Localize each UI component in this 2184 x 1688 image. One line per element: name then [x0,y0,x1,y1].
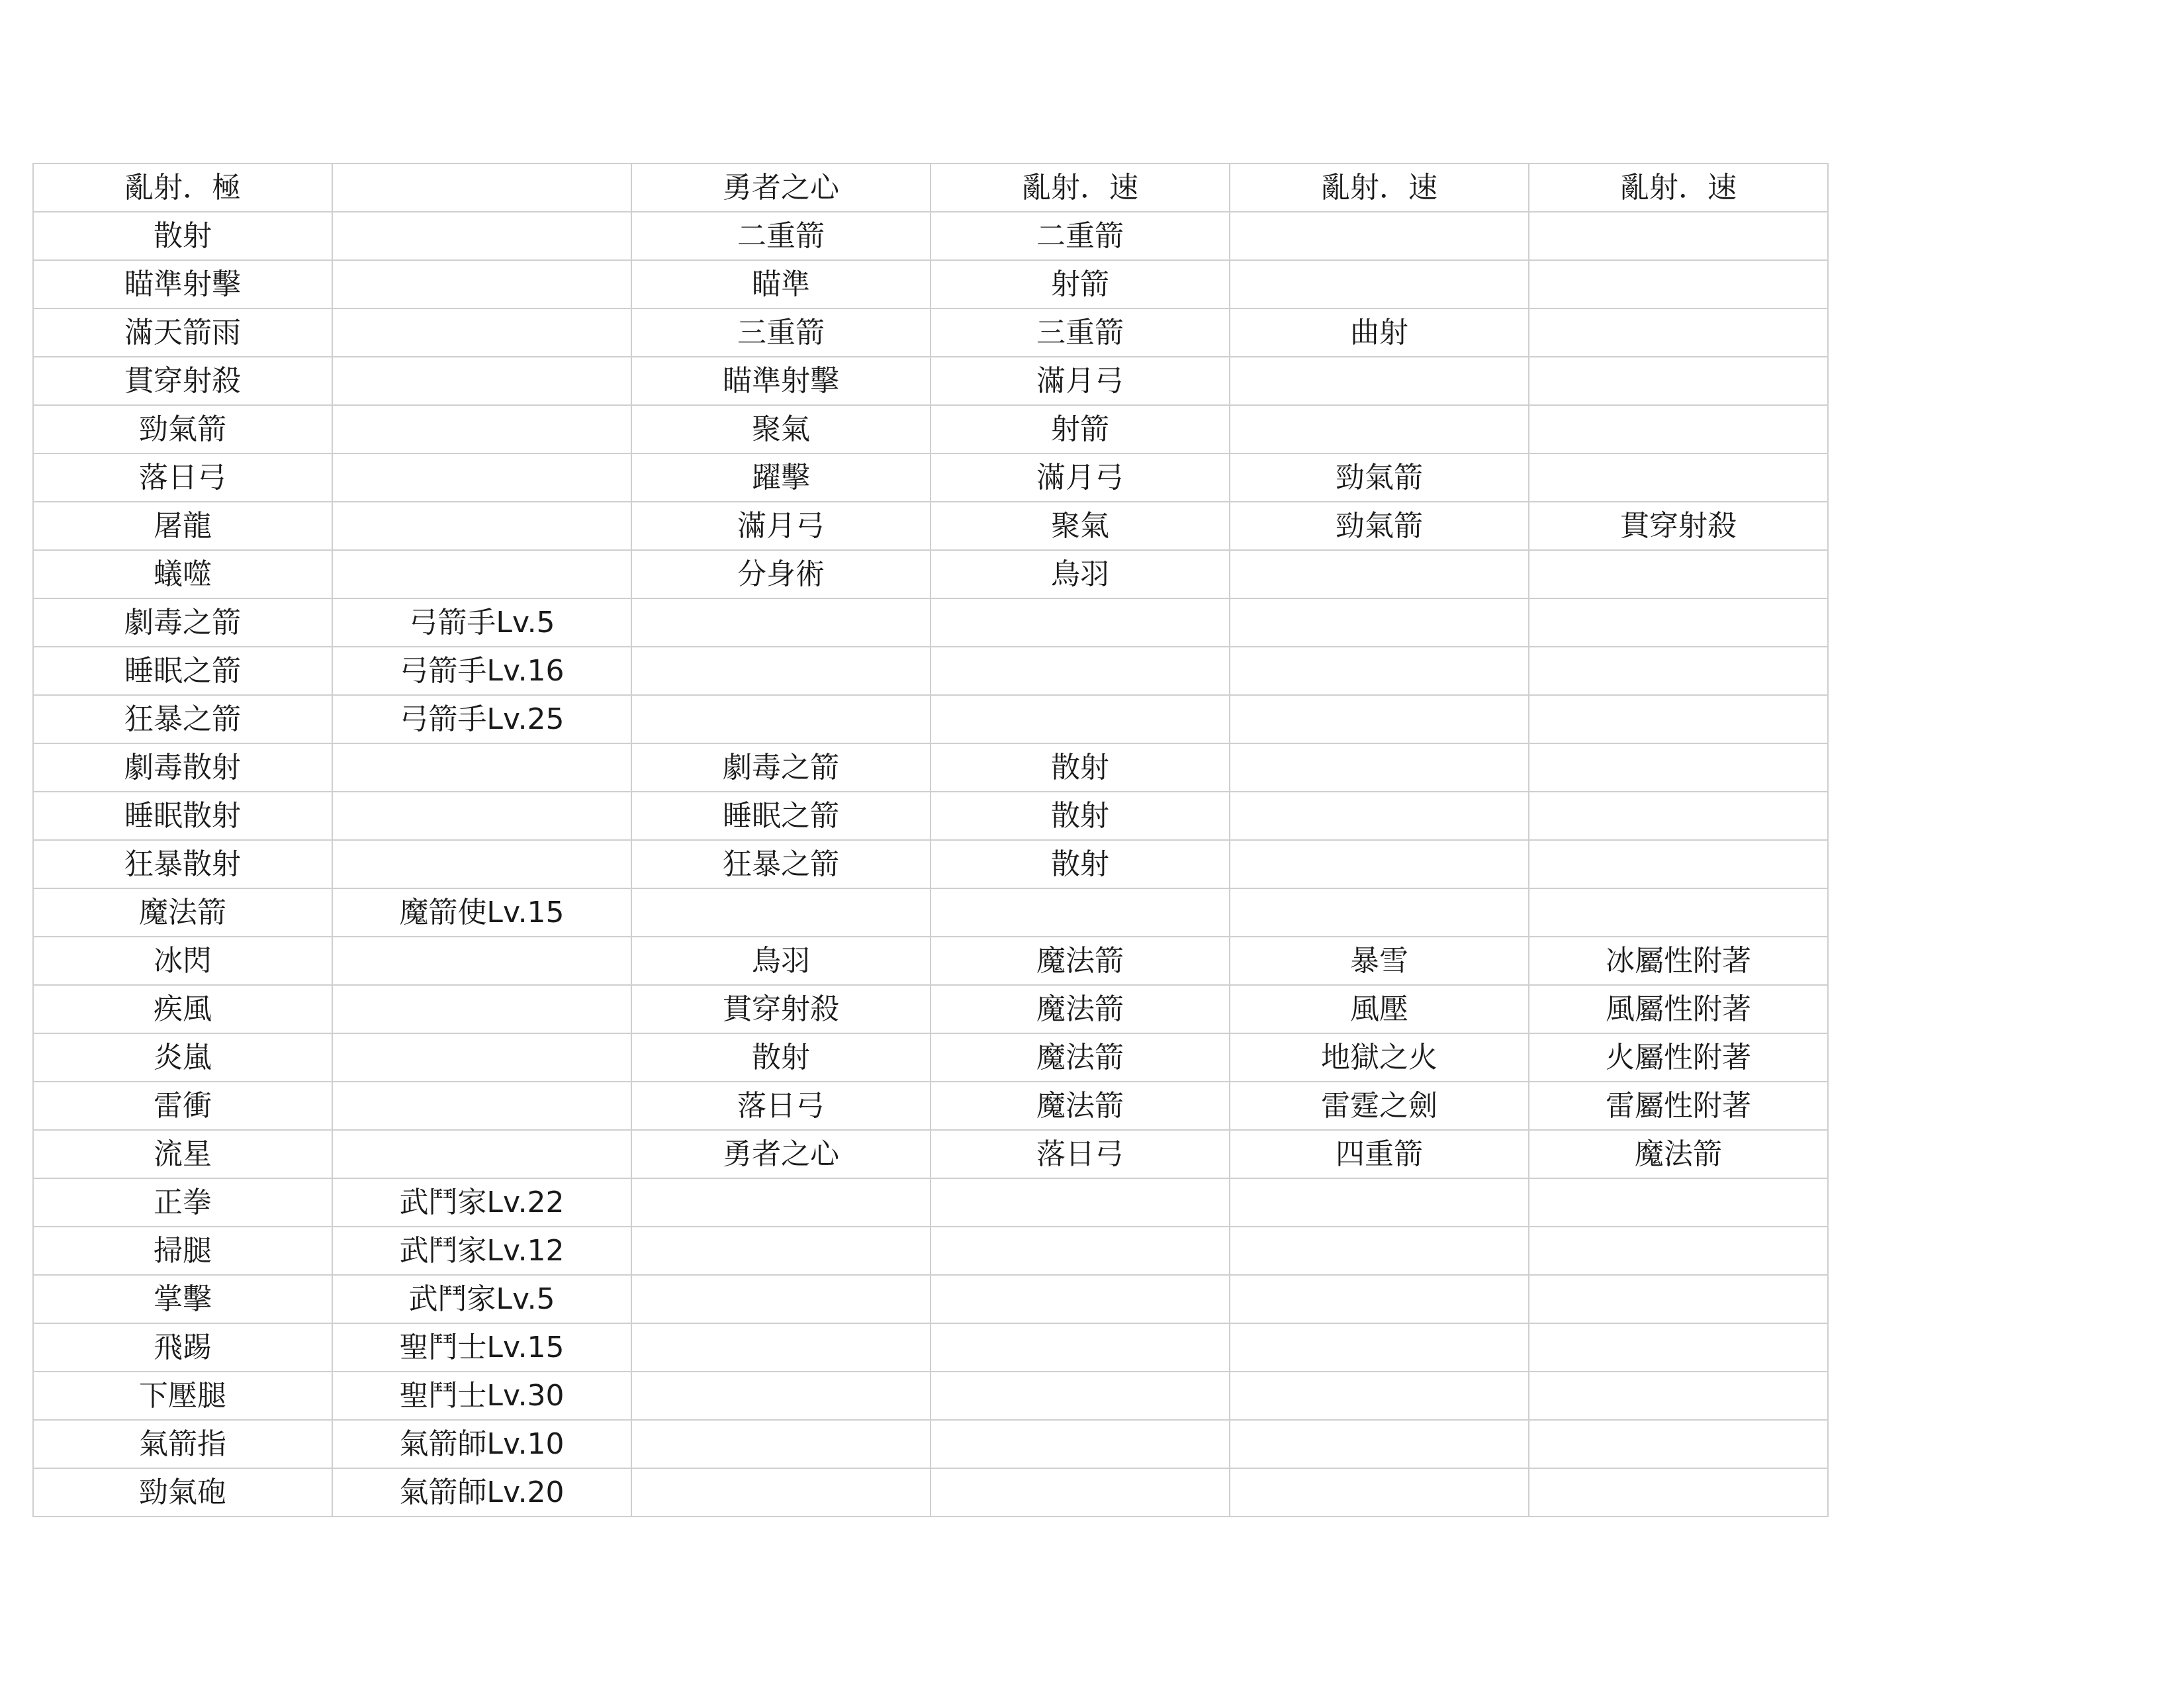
table-cell: 下壓腿 [33,1372,332,1420]
table-cell [1230,1323,1529,1372]
table-cell [931,1178,1230,1227]
table-cell [332,502,631,550]
table-row [33,164,1828,212]
table-cell [1230,792,1529,840]
table-cell: 魔法箭 [931,1033,1230,1082]
table-cell [631,598,931,647]
table-row [33,502,1828,550]
table-cell [631,1227,931,1275]
table-cell [1529,212,1828,260]
table-cell: 聚氣 [631,405,931,453]
table-cell [1529,550,1828,598]
table-cell: 蟻噬 [33,550,332,598]
table-cell: 勁氣砲 [33,1468,332,1517]
table-cell [1230,743,1529,792]
table-cell: 瞄準 [631,260,931,308]
table-cell: 弓箭手Lv.25 [332,695,631,743]
table-cell: 魔法箭 [931,937,1230,985]
table-cell [631,888,931,937]
table-cell: 二重箭 [631,212,931,260]
table-cell [1230,695,1529,743]
table-cell: 睡眠之箭 [631,792,931,840]
table-cell [1529,405,1828,453]
table-cell: 聚氣 [931,502,1230,550]
table-cell: 睡眠散射 [33,792,332,840]
table-cell: 劇毒散射 [33,743,332,792]
table-cell: 落日弓 [33,453,332,502]
table-row [33,1420,1828,1468]
table-cell: 勇者之心 [631,164,931,212]
table-cell: 弓箭手Lv.16 [332,647,631,695]
table-cell [1230,1178,1529,1227]
table-cell: 弓箭手Lv.5 [332,598,631,647]
table-cell [1529,1420,1828,1468]
table-cell [1230,647,1529,695]
table-cell [1529,598,1828,647]
table-cell [931,1372,1230,1420]
table-cell [1529,260,1828,308]
table-cell [1230,1275,1529,1323]
table-cell: 三重箭 [931,308,1230,357]
table-cell: 氣箭指 [33,1420,332,1468]
table-cell: 冰屬性附著 [1529,937,1828,985]
table-cell [1529,1323,1828,1372]
table-cell [931,888,1230,937]
table-cell [332,212,631,260]
table-row [33,743,1828,792]
table-row [33,598,1828,647]
table-cell [1529,1227,1828,1275]
table-cell: 勁氣箭 [1230,502,1529,550]
table-cell: 四重箭 [1230,1130,1529,1178]
table-cell: 雷霆之劍 [1230,1082,1529,1130]
table-cell [1230,840,1529,888]
table-cell [931,695,1230,743]
table-cell [1529,792,1828,840]
table-cell: 滿天箭雨 [33,308,332,357]
table-row [33,1468,1828,1517]
table-row [33,405,1828,453]
table-cell [332,792,631,840]
table-cell: 貫穿射殺 [33,357,332,405]
table-cell: 亂射．極 [33,164,332,212]
table-row [33,937,1828,985]
table-cell: 雷衝 [33,1082,332,1130]
table-cell: 聖鬥士Lv.30 [332,1372,631,1420]
table-cell [1529,647,1828,695]
table-cell: 武鬥家Lv.5 [332,1275,631,1323]
table-cell [1230,357,1529,405]
table-cell [631,1178,931,1227]
table-cell: 疾風 [33,985,332,1033]
table-cell: 射箭 [931,405,1230,453]
table-cell [332,985,631,1033]
table-cell: 飛踢 [33,1323,332,1372]
table-cell [1230,598,1529,647]
table-cell [631,1468,931,1517]
table-cell [1529,840,1828,888]
table-cell: 落日弓 [631,1082,931,1130]
table-cell [1529,743,1828,792]
table-cell: 氣箭師Lv.20 [332,1468,631,1517]
table-cell [332,357,631,405]
table-cell [1230,1468,1529,1517]
table-cell: 雷屬性附著 [1529,1082,1828,1130]
table-cell [631,1323,931,1372]
table-cell: 魔箭使Lv.15 [332,888,631,937]
table-cell [1230,1420,1529,1468]
table-cell [1230,1372,1529,1420]
table-cell: 正拳 [33,1178,332,1227]
table-cell: 散射 [931,743,1230,792]
table-row [33,1372,1828,1420]
table-cell [1529,357,1828,405]
table-cell: 分身術 [631,550,931,598]
table-cell [1230,1227,1529,1275]
table-cell: 瞄準射擊 [631,357,931,405]
table-cell: 曲射 [1230,308,1529,357]
table-cell: 滿月弓 [931,357,1230,405]
table-row [33,792,1828,840]
table-cell: 狂暴之箭 [631,840,931,888]
table-cell: 地獄之火 [1230,1033,1529,1082]
table-cell [332,260,631,308]
table-cell: 炎嵐 [33,1033,332,1082]
table-cell [931,598,1230,647]
table-cell: 劇毒之箭 [33,598,332,647]
table-cell: 魔法箭 [1529,1130,1828,1178]
table-cell: 魔法箭 [931,985,1230,1033]
table-cell: 氣箭師Lv.10 [332,1420,631,1468]
table-cell: 滿月弓 [631,502,931,550]
table-cell [332,1033,631,1082]
table-cell [1230,888,1529,937]
table-cell: 掃腿 [33,1227,332,1275]
table-cell [1529,888,1828,937]
table-cell: 狂暴散射 [33,840,332,888]
table-cell [1529,453,1828,502]
table-row [33,840,1828,888]
table-cell: 冰閃 [33,937,332,985]
table-cell: 亂射．速 [1230,164,1529,212]
table-row [33,1323,1828,1372]
table-cell: 亂射．速 [931,164,1230,212]
table-row [33,1082,1828,1130]
table-cell [332,164,631,212]
table-row [33,1227,1828,1275]
table-cell: 聖鬥士Lv.15 [332,1323,631,1372]
table-row [33,453,1828,502]
table-cell: 暴雪 [1230,937,1529,985]
table-cell: 睡眠之箭 [33,647,332,695]
table-cell: 射箭 [931,260,1230,308]
table-cell: 勁氣箭 [1230,453,1529,502]
table-cell: 掌擊 [33,1275,332,1323]
table-cell: 鳥羽 [631,937,931,985]
table-cell [1230,405,1529,453]
table-cell [631,1420,931,1468]
table-row [33,985,1828,1033]
table-cell: 散射 [931,840,1230,888]
table-cell: 風屬性附著 [1529,985,1828,1033]
table-row [33,308,1828,357]
table-cell: 三重箭 [631,308,931,357]
table-cell [1529,308,1828,357]
table-cell [1529,1275,1828,1323]
table-cell: 瞄準射擊 [33,260,332,308]
table-cell: 魔法箭 [931,1082,1230,1130]
table-cell [332,405,631,453]
table-cell [931,1420,1230,1468]
table-cell [1529,1178,1828,1227]
table-row [33,1033,1828,1082]
table-cell: 躍擊 [631,453,931,502]
table-cell [631,695,931,743]
table-cell: 勇者之心 [631,1130,931,1178]
table-row [33,1275,1828,1323]
table-cell [931,1227,1230,1275]
table-cell [631,1372,931,1420]
table-cell: 亂射．速 [1529,164,1828,212]
table-cell [332,840,631,888]
table-cell: 劇毒之箭 [631,743,931,792]
table-cell [1230,260,1529,308]
skill-table [32,163,1829,1517]
table-cell: 鳥羽 [931,550,1230,598]
table-cell: 火屬性附著 [1529,1033,1828,1082]
table-cell [1230,212,1529,260]
table-cell: 狂暴之箭 [33,695,332,743]
table-cell [931,1323,1230,1372]
table-cell: 貫穿射殺 [1529,502,1828,550]
table-cell [631,1275,931,1323]
table-row [33,550,1828,598]
table-cell: 散射 [33,212,332,260]
table-cell [1529,1468,1828,1517]
table-cell [332,1130,631,1178]
table-cell: 武鬥家Lv.12 [332,1227,631,1275]
table-cell [931,1275,1230,1323]
table-cell [1230,550,1529,598]
table-cell: 武鬥家Lv.22 [332,1178,631,1227]
table-cell [332,550,631,598]
skill-table-body [33,164,1828,1517]
table-cell: 二重箭 [931,212,1230,260]
table-row [33,888,1828,937]
table-cell: 貫穿射殺 [631,985,931,1033]
table-row [33,357,1828,405]
table-cell: 落日弓 [931,1130,1230,1178]
table-cell [1529,1372,1828,1420]
table-cell [931,1468,1230,1517]
table-cell: 流星 [33,1130,332,1178]
table-cell [332,743,631,792]
table-row [33,260,1828,308]
table-cell: 風壓 [1230,985,1529,1033]
table-cell [332,1082,631,1130]
table-row [33,1130,1828,1178]
table-cell: 魔法箭 [33,888,332,937]
table-cell: 散射 [631,1033,931,1082]
table-row [33,695,1828,743]
table-cell [631,647,931,695]
table-cell: 散射 [931,792,1230,840]
table-cell: 勁氣箭 [33,405,332,453]
table-cell: 屠龍 [33,502,332,550]
table-cell [332,937,631,985]
table-cell: 滿月弓 [931,453,1230,502]
table-row [33,212,1828,260]
table-cell [332,453,631,502]
table-cell [931,647,1230,695]
table-cell [1529,695,1828,743]
table-cell [332,308,631,357]
table-row [33,1178,1828,1227]
table-row [33,647,1828,695]
